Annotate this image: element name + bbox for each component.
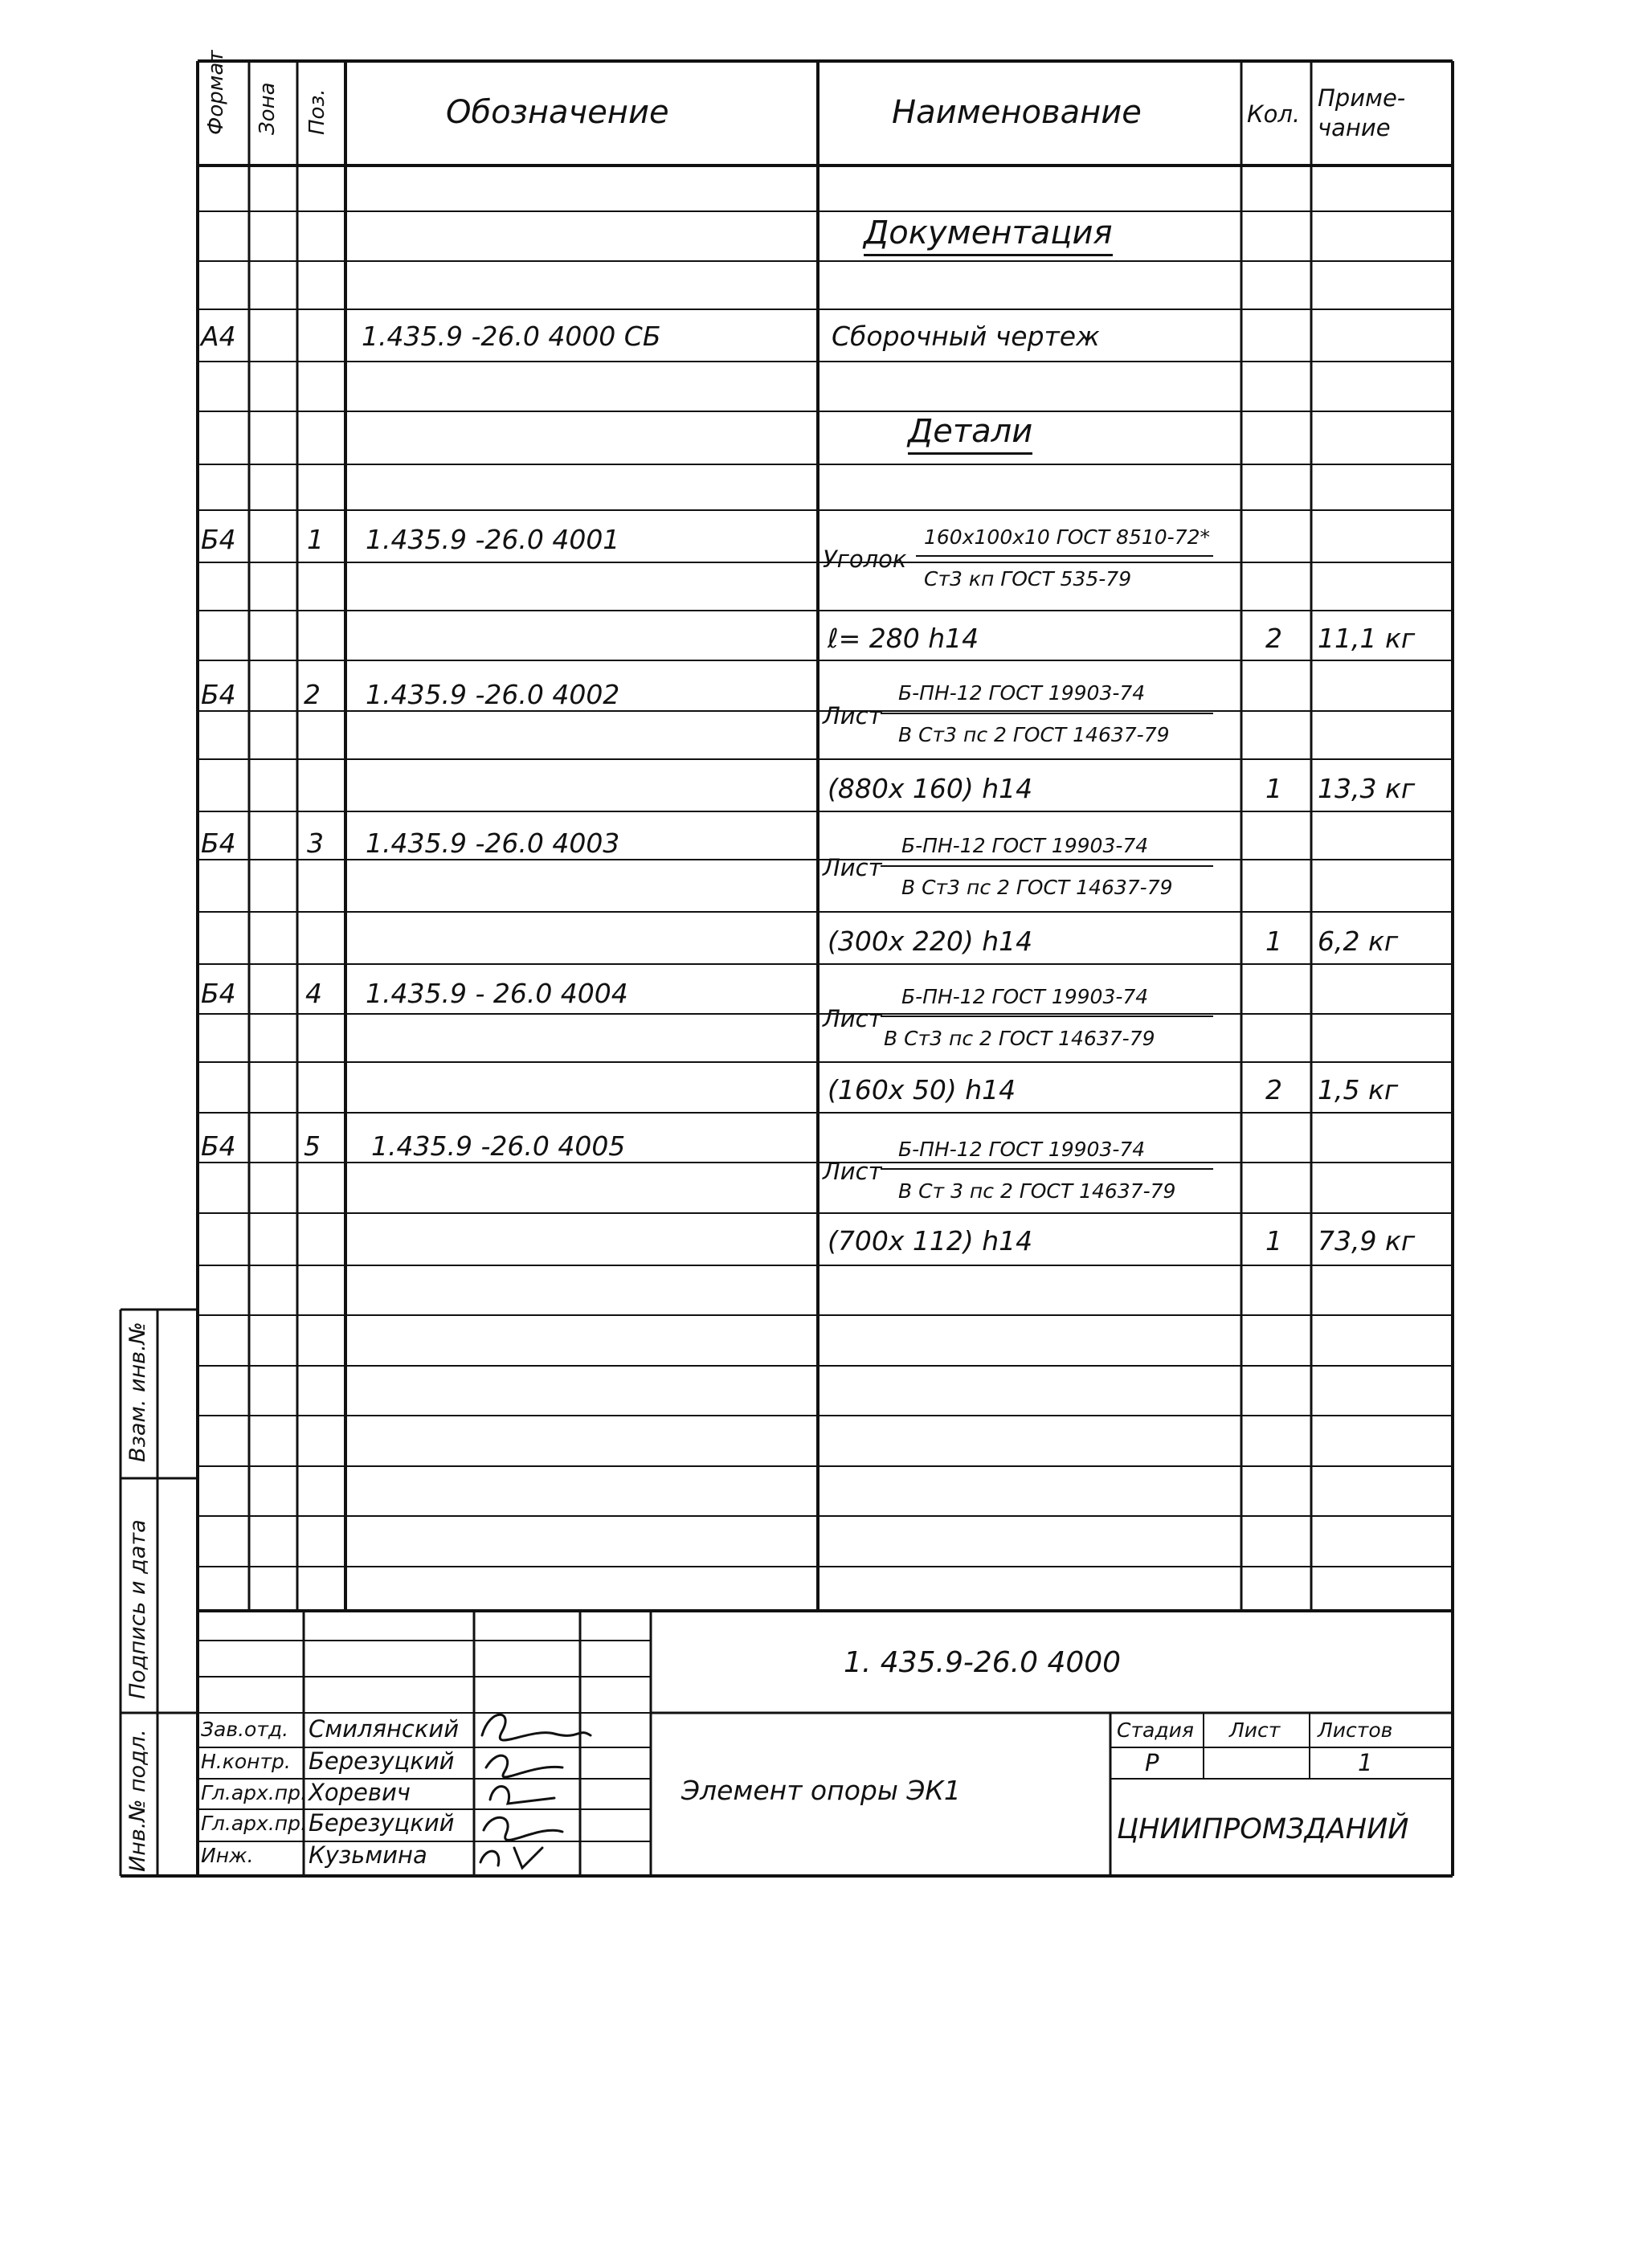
row-qty: 2	[1265, 623, 1282, 654]
row-format: Б4	[201, 1130, 236, 1162]
stage-label: Стадия	[1117, 1718, 1194, 1742]
header-zone: Зона	[255, 82, 280, 135]
signer-role: Гл.арх.пр.	[201, 1781, 307, 1804]
row-note: 73,9 кг	[1318, 1225, 1416, 1257]
row-designation: 1.435.9 -26.0 4000 СБ	[362, 321, 661, 352]
material-prefix: Лист	[823, 1005, 882, 1032]
material-bottom: В Ст3 пс 2 ГОСТ 14637-79	[901, 876, 1173, 899]
row-note: 1,5 кг	[1318, 1074, 1399, 1105]
row-note: 6,2 кг	[1318, 926, 1399, 957]
row-qty: 1	[1265, 926, 1282, 957]
material-bottom: В Ст3 пс 2 ГОСТ 14637-79	[898, 723, 1170, 746]
row-note: 13,3 кг	[1318, 773, 1416, 804]
header-designation: Обозначение	[446, 94, 669, 131]
signer-name: Смилянский	[309, 1715, 460, 1743]
material-bottom: Ст3 кп ГОСТ 535-79	[924, 567, 1132, 590]
side-sign-date: Подпись и дата	[125, 1519, 150, 1699]
row-qty: 2	[1265, 1074, 1282, 1105]
material-bottom: В Ст 3 пс 2 ГОСТ 14637-79	[898, 1179, 1176, 1203]
row-format: А4	[201, 321, 236, 352]
stage-value: Р	[1145, 1749, 1159, 1776]
row-pos: 1	[307, 524, 324, 555]
header-qty: Кол.	[1247, 100, 1301, 128]
side-invent-replace: Взам. инв.№	[125, 1322, 150, 1462]
header-pos: Поз.	[305, 88, 329, 135]
material-top: Б-ПН-12 ГОСТ 19903-74	[901, 985, 1149, 1008]
sheet-label: Лист	[1229, 1718, 1281, 1742]
row-designation: 1.435.9 -26.0 4005	[371, 1130, 626, 1162]
row-format: Б4	[201, 828, 236, 859]
signer-name: Березуцкий	[309, 1747, 455, 1775]
section-details: Детали	[908, 415, 1032, 455]
row-size: (880х 160) h14	[828, 773, 1033, 804]
organization: ЦНИИПРОМЗДАНИЙ	[1117, 1813, 1409, 1845]
sheets-label: Листов	[1318, 1718, 1393, 1742]
row-pos: 3	[307, 828, 324, 859]
row-size: (160х 50) h14	[828, 1074, 1016, 1105]
header-name: Наименование	[892, 94, 1142, 131]
row-size: ℓ= 280 h14	[828, 623, 979, 654]
item-name: Элемент опоры ЭК1	[681, 1775, 961, 1806]
row-note: 11,1 кг	[1318, 623, 1416, 654]
row-size: (700х 112) h14	[828, 1225, 1033, 1257]
header-format: Формат	[204, 50, 228, 135]
signature-mark	[484, 1817, 562, 1840]
sheets-value: 1	[1358, 1749, 1373, 1776]
material-bottom: В Ст3 пс 2 ГОСТ 14637-79	[884, 1027, 1155, 1050]
row-pos: 5	[304, 1130, 321, 1162]
row-qty: 1	[1265, 773, 1282, 804]
row-designation: 1.435.9 -26.0 4002	[366, 679, 620, 710]
signature-mark	[482, 1714, 591, 1740]
material-top: Б-ПН-12 ГОСТ 19903-74	[901, 834, 1149, 857]
signer-role: Н.контр.	[201, 1750, 291, 1773]
section-documentation: Документация	[864, 217, 1113, 256]
row-qty: 1	[1265, 1225, 1282, 1257]
signer-role: Инж.	[201, 1844, 254, 1867]
signature-mark	[486, 1755, 562, 1777]
material-top: 160х100х10 ГОСТ 8510-72*	[924, 525, 1211, 549]
row-pos: 4	[305, 978, 322, 1009]
row-designation: 1.435.9 -26.0 4001	[366, 524, 620, 555]
signer-role: Гл.арх.пр.	[201, 1812, 307, 1835]
row-designation: 1.435.9 -26.0 4003	[366, 828, 620, 859]
header-note-2: чание	[1318, 114, 1391, 141]
row-format: Б4	[201, 679, 236, 710]
row-size: (300х 220) h14	[828, 926, 1033, 957]
header-note-1: Приме-	[1318, 84, 1406, 112]
material-top: Б-ПН-12 ГОСТ 19903-74	[898, 681, 1146, 705]
side-invent-orig: Инв.№ подл.	[125, 1729, 150, 1872]
signer-name: Хоревич	[309, 1779, 411, 1806]
row-name: Сборочный чертеж	[832, 321, 1100, 352]
signer-role: Зав.отд.	[201, 1718, 289, 1741]
signer-name: Кузьмина	[309, 1841, 427, 1869]
material-prefix: Лист	[823, 854, 882, 881]
row-format: Б4	[201, 978, 236, 1009]
row-pos: 2	[304, 679, 321, 710]
signature-mark	[480, 1848, 542, 1868]
signature-mark	[490, 1787, 554, 1804]
signer-name: Березуцкий	[309, 1809, 455, 1837]
row-designation: 1.435.9 - 26.0 4004	[366, 978, 628, 1009]
material-prefix: Уголок	[823, 546, 907, 573]
material-prefix: Лист	[823, 1158, 882, 1185]
doc-code: 1. 435.9-26.0 4000	[844, 1646, 1122, 1679]
row-format: Б4	[201, 524, 236, 555]
material-prefix: Лист	[823, 702, 882, 729]
material-top: Б-ПН-12 ГОСТ 19903-74	[898, 1138, 1146, 1161]
